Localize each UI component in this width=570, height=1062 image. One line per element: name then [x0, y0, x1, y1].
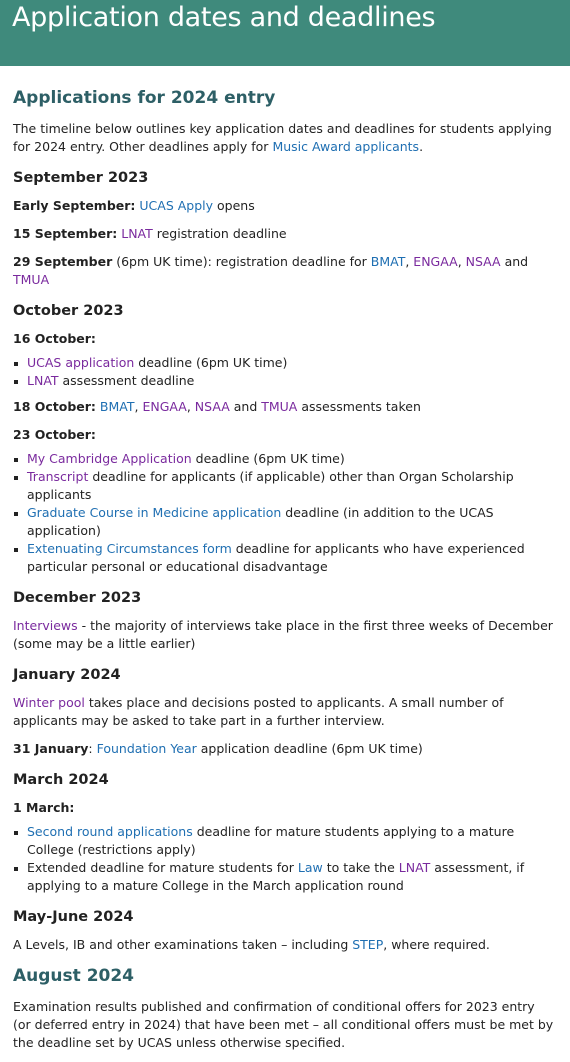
29-september-text: (6pm UK time): registration deadline for [112, 254, 371, 269]
bmat-link[interactable]: BMAT [99, 399, 135, 414]
bmat-link[interactable]: BMAT [370, 254, 406, 269]
ucas-apply-link[interactable]: UCAS Apply [139, 198, 214, 213]
page-banner [0, 0, 570, 66]
15-september-text: registration deadline [152, 226, 287, 241]
18-october-text: assessments taken [297, 399, 421, 414]
1-march-label: 1 March: [13, 800, 75, 815]
lnat-link[interactable]: LNAT [398, 860, 431, 875]
early-september-text: opens [213, 198, 255, 213]
second-round-link[interactable]: Second round applications [27, 824, 193, 839]
page-title: Application dates and deadlines [12, 2, 436, 33]
list-item-text: to take the [322, 860, 399, 875]
list-item [27, 540, 556, 576]
ucas-application-link[interactable]: UCAS application [27, 355, 135, 370]
law-link[interactable]: Law [297, 860, 323, 875]
16-october-list [13, 354, 556, 390]
may-june-text: A Levels, IB and other examinations taken – including [13, 937, 353, 952]
section-heading: Applications for 2024 entry [13, 88, 276, 108]
january-paragraph [13, 694, 556, 730]
list-item [27, 354, 556, 372]
and-text: and [229, 399, 262, 414]
and-text: and [500, 254, 529, 269]
comma: , [405, 254, 414, 269]
august-paragraph: Examination results published and confirmation of conditional offers for 2023 entry (or deferred entry in 2024) that have been met – all conditional offers must be met by the deadline set by UCAS unless otherwise specified. [13, 999, 554, 1050]
23-october-list [13, 450, 556, 576]
18-october-row [13, 398, 556, 416]
step-link[interactable]: STEP [352, 937, 384, 952]
15-september-row [13, 225, 556, 243]
nsaa-link[interactable]: NSAA [465, 254, 501, 269]
29-september-label: 29 September [13, 254, 113, 269]
interviews-link[interactable]: Interviews [13, 618, 78, 633]
list-item [27, 468, 556, 504]
january-text: takes place and decisions posted to applicants. A small number of applicants may be asked to take part in a further interview. [13, 695, 504, 728]
1-march-row [13, 799, 556, 817]
tmua-link[interactable]: TMUA [261, 399, 298, 414]
list-item-text: deadline for applicants (if applicable) other than Organ Scholarship applicants [27, 469, 514, 502]
may-june-heading: May-June 2024 [13, 909, 134, 925]
extenuating-circumstances-link[interactable]: Extenuating Circumstances form [27, 541, 232, 556]
31-january-label: 31 January [13, 741, 89, 756]
winter-pool-link[interactable]: Winter pool [13, 695, 85, 710]
list-item-text: Extended deadline for mature students for [27, 860, 298, 875]
march-heading: March 2024 [13, 772, 109, 788]
29-september-row [13, 253, 556, 289]
may-june-paragraph [13, 936, 556, 954]
31-january-row [13, 740, 556, 758]
august-heading: August 2024 [13, 966, 135, 986]
engaa-link[interactable]: ENGAA [413, 254, 458, 269]
nsaa-link[interactable]: NSAA [194, 399, 230, 414]
list-item [27, 372, 556, 390]
tmua-link[interactable]: TMUA [13, 272, 50, 287]
list-item-text: assessment, if applying to a mature College in the March application round [27, 860, 525, 893]
early-september-label: Early September: [13, 198, 136, 213]
list-item-text: deadline (6pm UK time) [191, 451, 345, 466]
intro-end: . [419, 139, 424, 154]
list-item-text: deadline (in addition to the UCAS application) [27, 505, 494, 538]
comma: , [186, 399, 195, 414]
intro-paragraph [13, 120, 556, 156]
intro-text: The timeline below outlines key application dates and deadlines for students applying for 2024 entry. Other deadlines apply for [13, 121, 552, 154]
15-september-label: 15 September: [13, 226, 118, 241]
my-cambridge-application-link[interactable]: My Cambridge Application [27, 451, 192, 466]
list-item-text: deadline for applicants who have experienced particular personal or educational disadvantage [27, 541, 525, 574]
september-heading: September 2023 [13, 170, 149, 186]
16-october-label: 16 October: [13, 331, 96, 346]
music-award-link[interactable]: Music Award applicants [272, 139, 420, 154]
16-october-row [13, 330, 556, 348]
january-heading: January 2024 [13, 667, 121, 683]
foundation-year-link[interactable]: Foundation Year [96, 741, 197, 756]
comma: , [457, 254, 466, 269]
list-item-text: assessment deadline [58, 373, 195, 388]
december-paragraph [13, 617, 556, 653]
18-october-label: 18 October: [13, 399, 96, 414]
graduate-medicine-link[interactable]: Graduate Course in Medicine application [27, 505, 282, 520]
list-item [27, 504, 556, 540]
transcript-link[interactable]: Transcript [27, 469, 89, 484]
early-september-row [13, 197, 556, 215]
march-list [13, 823, 556, 895]
31-january-text: application deadline (6pm UK time) [196, 741, 423, 756]
engaa-link[interactable]: ENGAA [142, 399, 187, 414]
december-text: - the majority of interviews take place in the first three weeks of December (some may be a little earlier) [13, 618, 553, 651]
list-item-text: deadline for mature students applying to a mature College (restrictions apply) [27, 824, 515, 857]
main-content [0, 66, 570, 1052]
23-october-row [13, 426, 556, 444]
october-heading: October 2023 [13, 303, 124, 319]
lnat-link[interactable]: LNAT [27, 373, 59, 388]
list-item [27, 450, 556, 468]
december-heading: December 2023 [13, 590, 142, 606]
colon: : [88, 741, 97, 756]
list-item [27, 859, 556, 895]
list-item [27, 823, 556, 859]
list-item-text: deadline (6pm UK time) [134, 355, 288, 370]
comma: , [134, 399, 143, 414]
may-june-end: , where required. [383, 937, 490, 952]
23-october-label: 23 October: [13, 427, 96, 442]
lnat-link[interactable]: LNAT [121, 226, 153, 241]
